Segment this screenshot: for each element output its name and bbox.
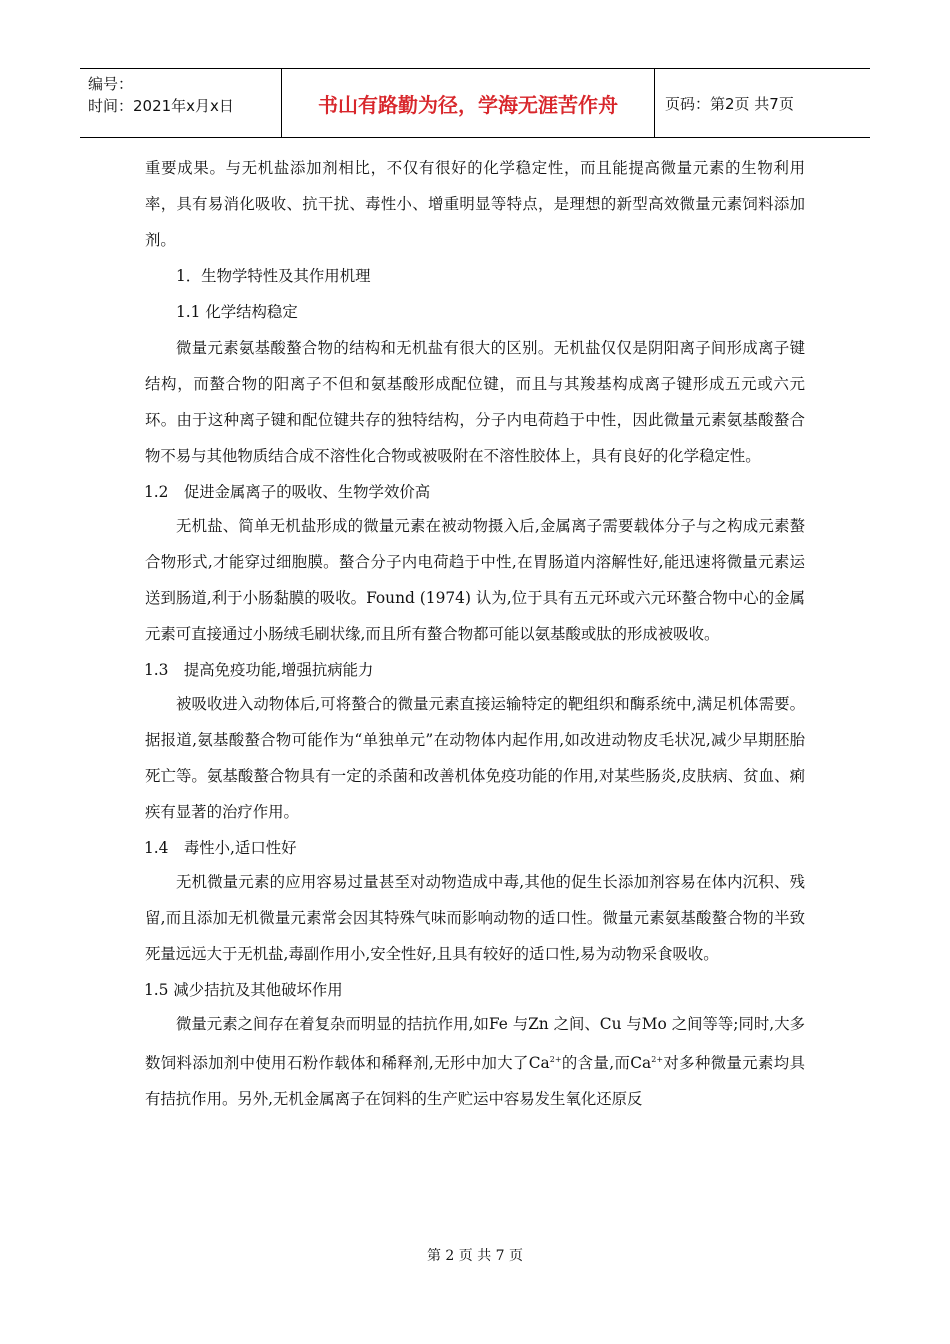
section-heading-1-5: 1.5 减少拮抗及其他破坏作用 [144, 981, 343, 999]
antagonism-text-c: 对多种微量元素均具有拮抗作用。另外,无机金属离子在饲料的生产贮运中容易发生氧化还原反 [145, 1054, 805, 1109]
paragraph-intro: 重要成果。与无机盐添加剂相比，不仅有很好的化学稳定性，而且能提高微量元素的生物利用率，具有易消化吸收、抗干扰、毒性小、增重明显等特点，是理想的新型高效微量元素饲料添加剂。 [145, 159, 805, 249]
paragraph-toxicity: 无机微量元素的应用容易过量甚至对动物造成中毒,其他的促生长添加剂容易在体内沉积、残留,而且添加无机微量元素常会因其特殊气味而影响动物的适口性。微量元素氨基酸螯合物的半致死量远远大于无机盐,毒副作用小,安全性好,且具有较好的适口性,易为动物采食吸收。 [145, 873, 805, 963]
antagonism-text-a: 微量元素之间存在着复杂而明显的拮抗作用,如Fe 与Zn 之间、Cu 与Mo 之间等等;同时,大多数饲料添加剂中使用石粉作载体和稀释剂,无形中加大了Ca [145, 1015, 805, 1073]
paragraph-absorption: 无机盐、简单无机盐形成的微量元素在被动物摄入后,金属离子需要载体分子与之构成元素螯合物形式,才能穿过细胞膜。螯合分子内电荷趋于中性,在胃肠道内溶解性好,能迅速将微量元素运送到肠道,利于小肠黏膜的吸收。Found (1974) 认为,位于具有五元环或六元环螯合物中心的金属元素可直接通过小肠绒毛刷状缘,而且所有螯合物都可能以氨基酸或肽的形成被吸收。 [145, 517, 805, 643]
paragraph-antagonism [145, 1006, 805, 1117]
section-heading-1-2: 1.2 促进金属离子的吸收、生物学效价高 [144, 483, 431, 501]
paragraph-structure: 微量元素氨基酸螯合物的结构和无机盐有很大的区别。无机盐仅仅是阴阳离子间形成离子键结构，而螯合物的阳离子不但和氨基酸形成配位键，而且与其羧基构成离子键形成五元或六元环。由于这种离子键和配位键共存的独特结构，分子内电荷趋于中性，因此微量元素氨基酸螯合物不易与其他物质结合成不溶性化合物或被吸附在不溶性胶体上，具有良好的化学稳定性。 [145, 339, 805, 465]
calcium-charge-2: 2+ [651, 1055, 664, 1064]
page-header [80, 68, 870, 138]
header-motto: 书山有路勤为径，学海无涯苦作舟 [282, 69, 655, 137]
antagonism-text-b: 的含量,而Ca [561, 1054, 652, 1073]
section-heading-1-1: 1.1 化学结构稳定 [176, 303, 298, 321]
time-label: 时间：2021年x月x日 [88, 97, 234, 115]
number-label: 编号： [88, 75, 134, 93]
document-body [145, 150, 805, 1117]
section-heading-1-3: 1.3 提高免疫功能,增强抗病能力 [144, 661, 374, 679]
paragraph-immunity: 被吸收进入动物体后,可将螯合的微量元素直接运输特定的靶组织和酶系统中,满足机体需要。据报道,氨基酸螯合物可能作为“单独单元”在动物体内起作用,如改进动物皮毛状况,减少早期胚胎死亡等。氨基酸螯合物具有一定的杀菌和改善机体免疫功能的作用,对某些肠炎,皮肤病、贫血、痢疾有显著的治疗作用。 [145, 695, 805, 821]
page-footer: 第 2 页 共 7 页 [426, 1248, 524, 1264]
header-meta [80, 69, 282, 137]
header-page-label: 页码：第2页 共7页 [665, 94, 794, 113]
calcium-charge-1: 2+ [549, 1055, 562, 1064]
section-heading-1: 1．生物学特性及其作用机理 [176, 267, 371, 285]
section-heading-1-4: 1.4 毒性小,适口性好 [144, 839, 297, 857]
